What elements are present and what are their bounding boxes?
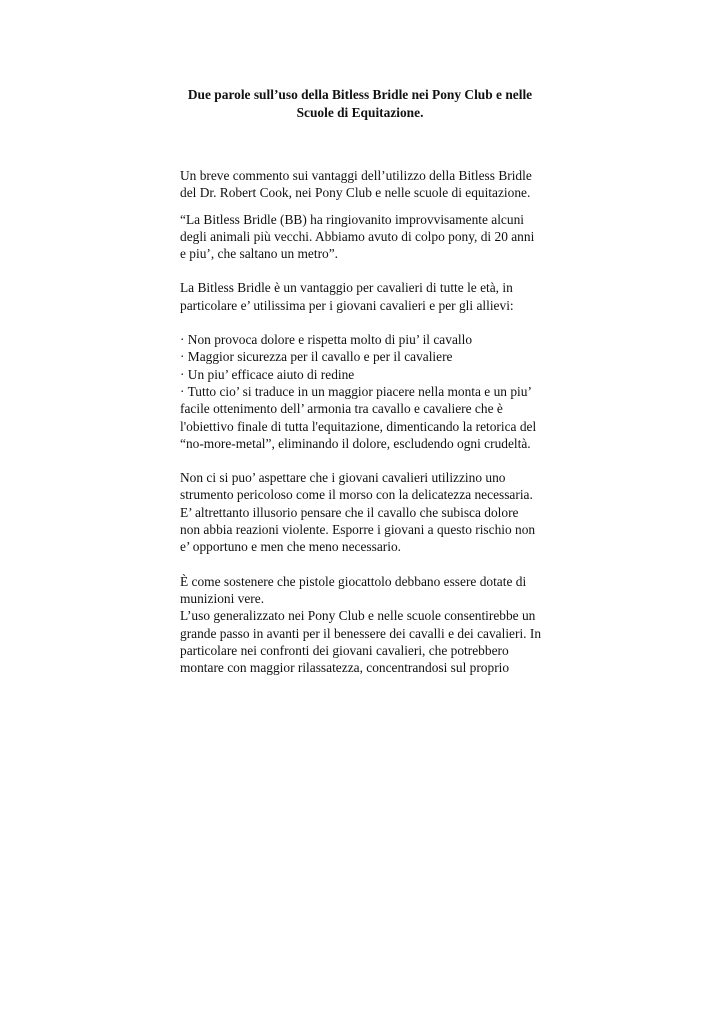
- text-line: munizioni vere.: [180, 590, 265, 606]
- text-line: l'obiettivo finale di tutta l'equitazione, dimenticando la retorica del: [180, 418, 537, 434]
- list-item: · Non provoca dolore e rispetta molto di piu’ il cavallo: [180, 332, 473, 348]
- quote-paragraph: [180, 211, 545, 263]
- text-line: e piu’, che saltano un metro”.: [180, 246, 339, 262]
- list-item: · Tutto cio’ si traduce in un maggior piacere nella monta e un piu’: [180, 383, 532, 399]
- text-line: montare con maggior rilassatezza, concentrandosi sul proprio: [180, 660, 510, 676]
- advantage-paragraph: [180, 279, 545, 314]
- text-line: Non ci si puo’ aspettare che i giovani cavalieri utilizzino uno: [180, 470, 506, 486]
- toy-pistol-paragraph: [180, 573, 545, 677]
- document-title: [170, 86, 550, 122]
- text-line: particolare e’ utilissima per i giovani cavalieri e per gli allievi:: [180, 297, 514, 313]
- text-line: È come sostenere che pistole giocattolo debbano essere dotate di: [180, 573, 527, 589]
- intro-paragraph: [180, 167, 545, 202]
- text-line: degli animali più vecchi. Abbiamo avuto di colpo pony, di 20 anni: [180, 228, 535, 244]
- text-line: grande passo in avanti per il benessere dei cavalli e dei cavalieri. In: [180, 625, 542, 641]
- text-line: L’uso generalizzato nei Pony Club e nelle scuole consentirebbe un: [180, 608, 536, 624]
- text-line: E’ altrettanto illusorio pensare che il cavallo che subisca dolore: [180, 504, 519, 520]
- text-line: strumento pericoloso come il morso con la delicatezza necessaria.: [180, 487, 533, 503]
- text-line: La Bitless Bridle è un vantaggio per cavalieri di tutte le età, in: [180, 280, 513, 296]
- text-line: del Dr. Robert Cook, nei Pony Club e nelle scuole di equitazione.: [180, 185, 531, 201]
- title-line: Due parole sull’uso della Bitless Bridle nei Pony Club e nelle: [187, 87, 533, 102]
- list-item: · Un piu’ efficace aiuto di redine: [180, 366, 355, 382]
- bit-risk-paragraph: [180, 469, 545, 555]
- document-body: [180, 86, 545, 676]
- text-line: facile ottenimento dell’ armonia tra cavallo e cavaliere che è: [180, 401, 503, 417]
- text-line: “no-more-metal”, eliminando il dolore, escludendo ogni crudeltà.: [180, 435, 531, 451]
- list-item: · Maggior sicurezza per il cavallo e per il cavaliere: [180, 349, 453, 365]
- text-line: Un breve commento sui vantaggi dell’utilizzo della Bitless Bridle: [180, 168, 532, 183]
- text-line: particolare nei confronti dei giovani cavalieri, che potrebbero: [180, 642, 509, 658]
- text-line: e’ opportuno e men che meno necessario.: [180, 539, 401, 555]
- text-line: “La Bitless Bridle (BB) ha ringiovanito improvvisamente alcuni: [180, 211, 524, 227]
- text-line: non abbia reazioni violente. Esporre i giovani a questo rischio non: [180, 522, 536, 538]
- benefits-list: [180, 331, 545, 452]
- title-line: Scuole di Equitazione.: [296, 105, 424, 120]
